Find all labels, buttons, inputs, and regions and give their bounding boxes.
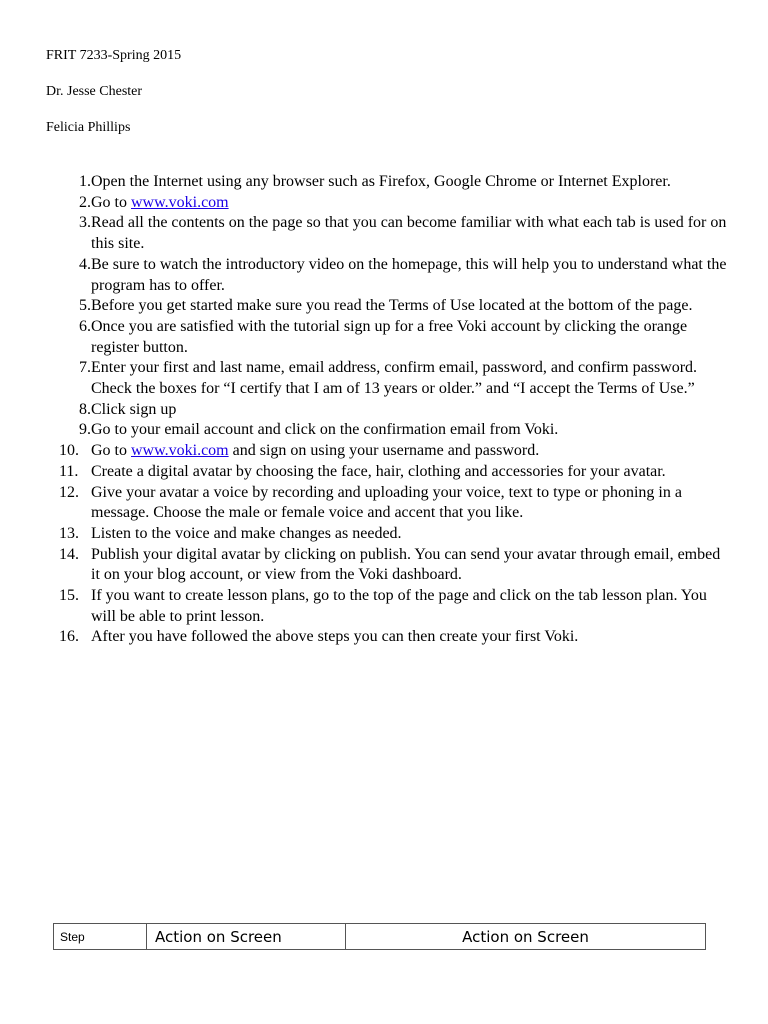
table-header-action: Action on Screen [147,924,346,949]
list-item [59,545,728,586]
table-header-action: Action on Screen [462,927,589,946]
step-text: If you want to create lesson plans, go to the top of the page and click on the tab lesson plan. You will be able to print lesson. [91,587,707,625]
step-text-after: and sign on using your username and password. [228,442,540,460]
step-text: Publish your digital avatar by clicking on publish. You can send your avatar through email, embed it on your blog account, or view from the Voki dashboard. [91,545,721,584]
step-number: 3. [79,214,91,232]
step-number: 16. [59,628,79,646]
list-item [68,213,728,254]
steps-table [53,923,706,950]
list-item [59,524,728,545]
step-text: Open the Internet using any browser such as Firefox, Google Chrome or Internet Explorer. [91,173,671,190]
step-text-before: Go to [91,193,131,211]
list-item [68,317,728,358]
table-header-step: Step [54,924,147,949]
list-item [68,420,728,441]
instructor-name: Dr. Jesse Chester [46,84,143,99]
voki-link[interactable]: www.voki.com [131,442,229,460]
list-item [59,627,728,648]
step-text: Enter your first and last name, email address, confirm email, password, and confirm password. Check the boxes for “I certify that I am of 13 years or older.” and “I accept the Terms of Use.” [91,359,698,398]
step-text: Read all the contents on the page so that you can become familiar with what each tab is used for on this site. [91,214,727,253]
list-item [59,586,728,627]
voki-link[interactable]: www.voki.com [131,193,229,211]
step-number: 14. [59,545,79,563]
step-number: 10. [59,442,79,460]
step-number: 11. [59,462,79,480]
step-number: 4. [79,255,91,273]
step-number: 9. [79,421,91,439]
step-text: Create a digital avatar by choosing the face, hair, clothing and accessories for your avatar. [91,462,666,480]
step-number: 8. [79,400,91,418]
step-text: Give your avatar a voice by recording and uploading your voice, text to type or phoning in a message. Choose the male or female voice and accent that you like. [91,483,682,522]
step-number: 5. [79,297,91,315]
list-item [68,296,728,317]
list-item [68,400,728,421]
list-item [59,441,728,462]
step-number: 15. [59,587,79,605]
steps-list [59,172,728,648]
step-text: Click sign up [91,400,177,418]
list-item [68,172,728,193]
step-number: 2. [79,193,91,211]
step-text: Before you get started make sure you read the Terms of Use located at the bottom of the page. [91,297,693,315]
list-item [68,255,728,296]
list-item [68,358,728,399]
step-number: 6. [79,317,91,335]
list-item [59,462,728,483]
step-number: 12. [59,483,79,501]
step-text: Go to your email account and click on the confirmation email from Voki. [91,421,559,439]
step-text: After you have followed the above steps you can then create your first Voki. [91,628,579,646]
step-text: Listen to the voice and make changes as needed. [91,524,402,542]
list-item [68,193,728,214]
step-number: 13. [59,524,79,542]
list-item [59,483,728,524]
student-name: Felicia Phillips [46,120,131,135]
step-number: 7. [79,359,91,377]
course-title: FRIT 7233-Spring 2015 [46,48,182,63]
step-text-before: Go to [91,442,131,460]
step-number: 1. [79,173,91,190]
step-text: Be sure to watch the introductory video on the homepage, this will help you to understand what the program has to offer. [91,255,727,294]
step-text: Once you are satisfied with the tutorial sign up for a free Voki account by clicking the orange register button. [91,317,688,356]
